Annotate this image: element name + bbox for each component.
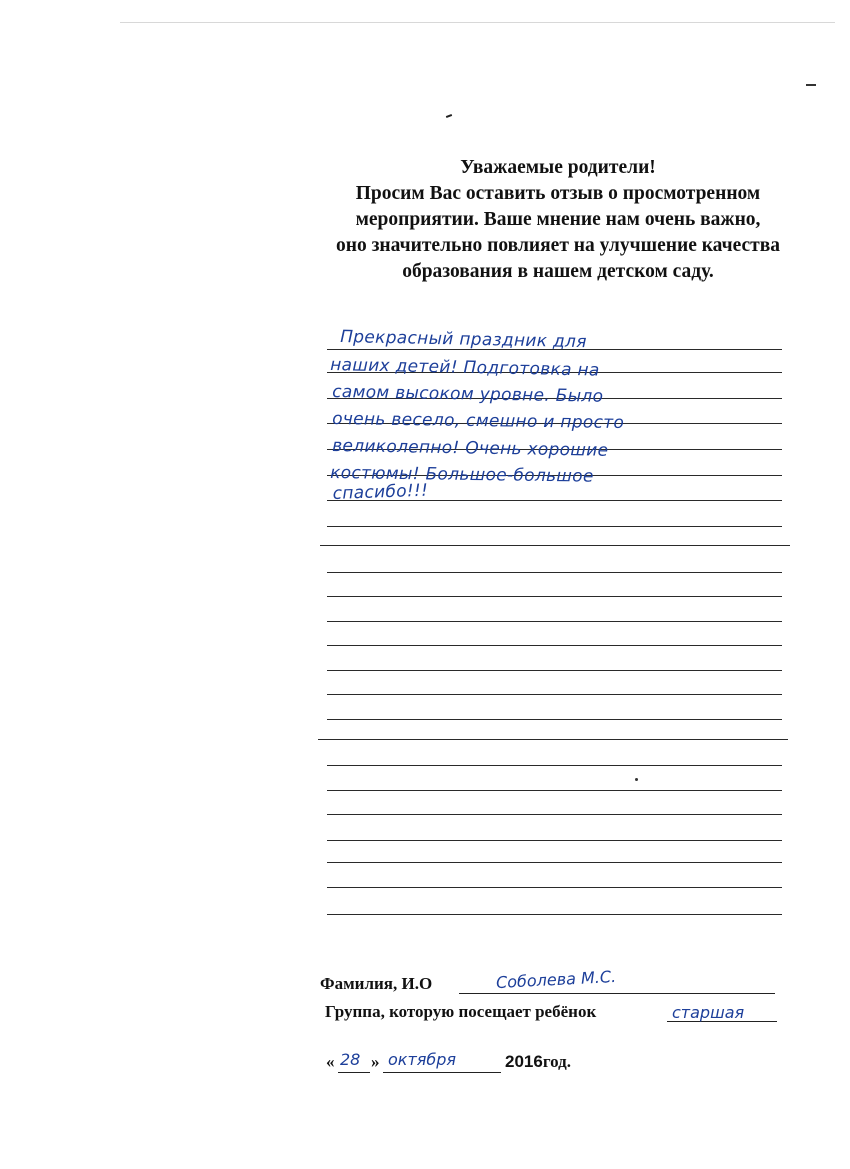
date-month: октября	[388, 1050, 457, 1069]
feedback-line: очень весело, смешно и просто	[332, 409, 625, 434]
ruled-line	[327, 526, 782, 527]
header-greeting: Уважаемые родители!	[460, 157, 656, 178]
feedback-line: Прекрасный праздник для	[340, 327, 587, 353]
date-day: 28	[340, 1050, 361, 1069]
ruled-line	[327, 719, 782, 720]
scan-dot	[635, 778, 638, 781]
ruled-line	[327, 765, 782, 766]
group-label: Группа, которую посещает ребёнок	[325, 1002, 597, 1021]
date-month-blank[interactable]	[383, 1072, 501, 1073]
date-year	[505, 1052, 571, 1072]
feedback-line: самом высоком уровне. Было	[332, 382, 604, 407]
year-number: 2016	[505, 1052, 543, 1071]
year-word: год.	[542, 1052, 571, 1071]
header-line: образования в нашем детском саду.	[402, 261, 714, 282]
ruled-line	[327, 887, 782, 888]
ruled-line	[327, 914, 782, 915]
header-line: мероприятии. Ваше мнение нам очень важно,	[355, 209, 761, 230]
scan-mark	[446, 114, 452, 118]
ruled-line	[327, 645, 782, 646]
header-line: Просим Вас оставить отзыв о просмотренном	[355, 183, 761, 204]
form-header	[288, 155, 828, 285]
ruled-line	[327, 862, 782, 863]
name-label: Фамилия, И.О	[320, 974, 433, 993]
ruled-line	[327, 840, 782, 841]
ruled-line	[327, 814, 782, 815]
group-value: старшая	[672, 1003, 745, 1022]
name-blank[interactable]	[459, 993, 775, 994]
ruled-line	[327, 572, 782, 573]
ruled-line	[318, 739, 788, 740]
header-line: оно значительно повлияет на улучшение качества	[335, 235, 781, 256]
feedback-line: наших детей! Подготовка на	[330, 355, 600, 381]
feedback-line: спасибо!!!	[332, 480, 429, 504]
ruled-line	[327, 670, 782, 671]
date-open-quote: «	[326, 1052, 335, 1071]
ruled-line	[327, 621, 782, 622]
ruled-line	[327, 790, 782, 791]
date-close-quote: »	[371, 1052, 380, 1071]
scan-edge-line	[120, 22, 835, 23]
scan-mark	[806, 84, 816, 86]
name-value: Соболева М.С.	[495, 966, 617, 993]
ruled-line	[327, 596, 782, 597]
date-day-blank[interactable]	[338, 1072, 370, 1073]
ruled-line	[320, 545, 790, 546]
ruled-line	[327, 694, 782, 695]
feedback-line: костюмы! Большое-большое	[330, 463, 594, 487]
feedback-line: великолепно! Очень хорошие	[332, 436, 609, 461]
